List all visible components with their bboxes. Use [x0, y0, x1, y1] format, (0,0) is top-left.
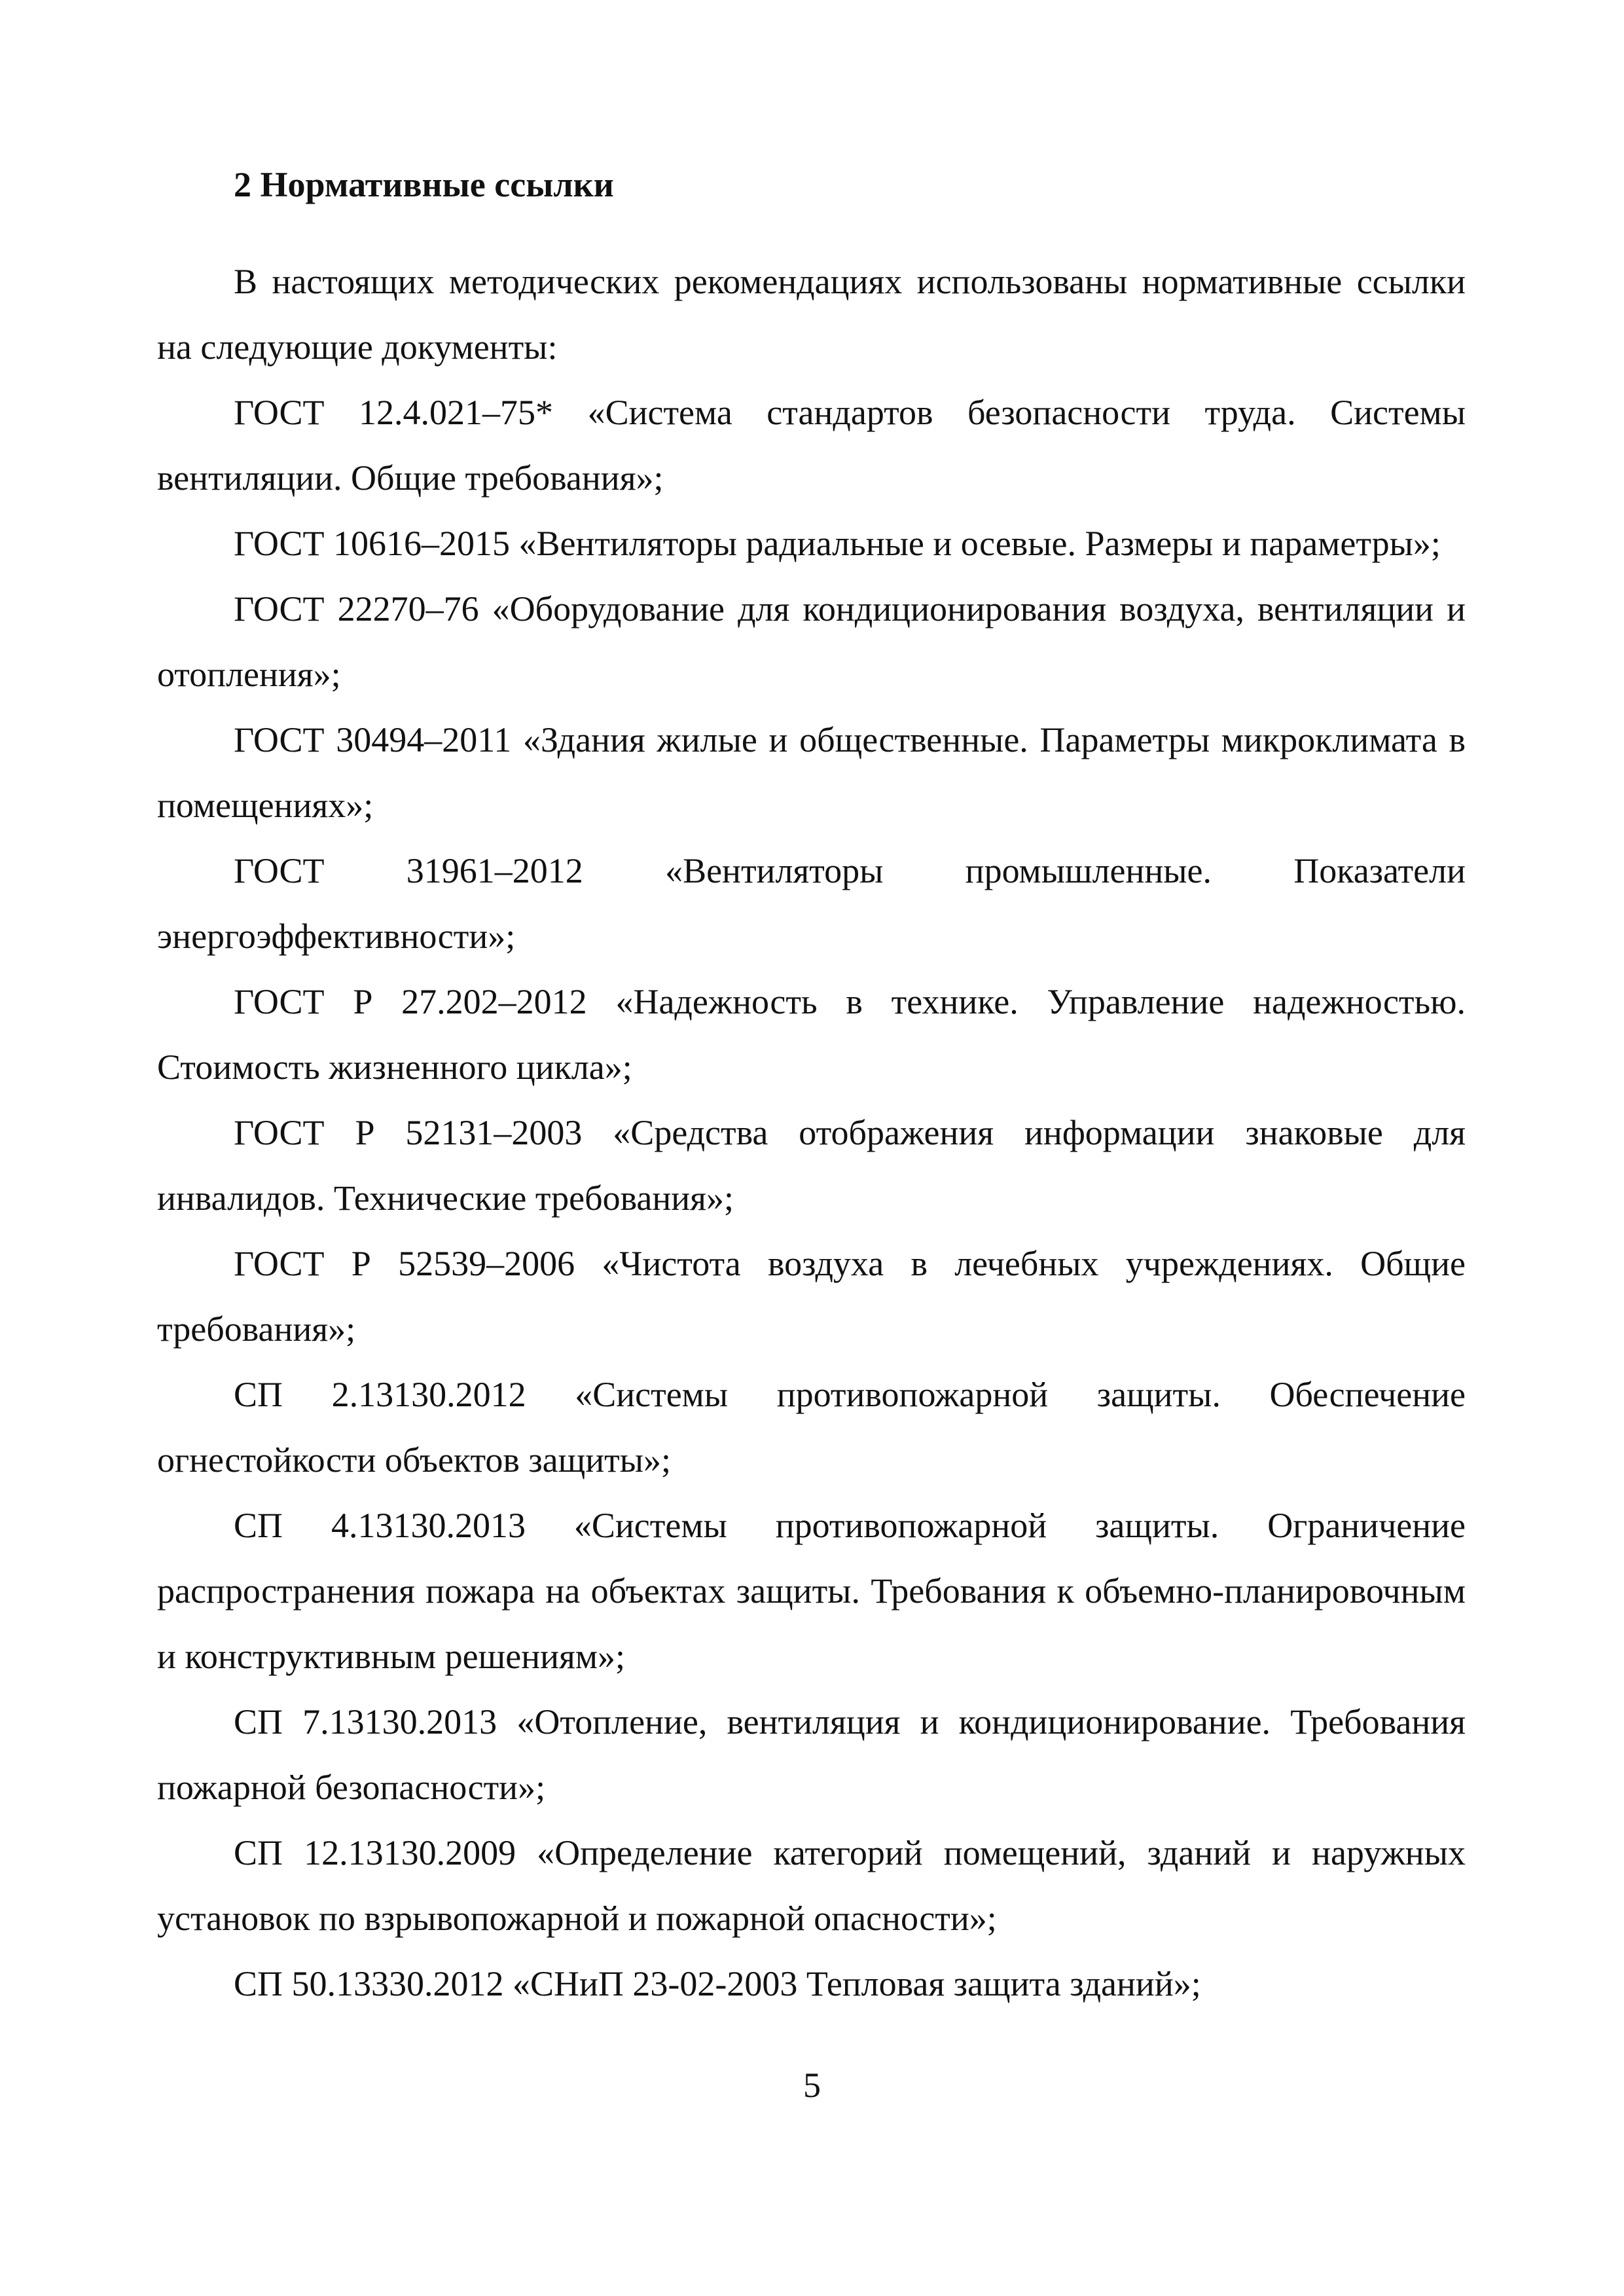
reference-item: ГОСТ 10616–2015 «Вентиляторы радиальные и осевые. Размеры и параметры»; — [234, 524, 1441, 563]
page-number: 5 — [803, 2066, 821, 2105]
reference-item: СП 50.13330.2012 «СНиП 23-02-2003 Тепловая защита зданий»; — [234, 1964, 1201, 2003]
reference-item: СП 7.13130.2013 «Отопление, вентиляция и кондиционирование. Требования пожарной безопасности»; — [157, 1702, 1466, 1807]
section-heading: 2 Нормативные ссылки — [234, 165, 614, 204]
reference-item: ГОСТ Р 52131–2003 «Средства отображения информации знаковые для инвалидов. Технические требования»; — [157, 1113, 1466, 1218]
reference-item: ГОСТ Р 52539–2006 «Чистота воздуха в лечебных учреждениях. Общие требования»; — [157, 1244, 1466, 1349]
reference-item: ГОСТ 31961–2012 «Вентиляторы промышленные. Показатели энергоэффективности»; — [157, 851, 1466, 956]
reference-item: ГОСТ Р 27.202–2012 «Надежность в технике. Управление надежностью. Стоимость жизненного цикла»; — [157, 982, 1466, 1087]
reference-item: ГОСТ 30494–2011 «Здания жилые и общественные. Параметры микроклимата в помещениях»; — [157, 720, 1466, 825]
reference-item: ГОСТ 12.4.021–75* «Система стандартов безопасности труда. Системы вентиляции. Общие требования»; — [157, 393, 1466, 498]
reference-item: ГОСТ 22270–76 «Оборудование для кондиционирования воздуха, вентиляции и отопления»; — [157, 589, 1466, 694]
intro-paragraph: В настоящих методических рекомендациях использованы нормативные ссылки на следующие документы: — [157, 262, 1466, 367]
reference-item: СП 2.13130.2012 «Системы противопожарной защиты. Обеспечение огнестойкости объектов защиты»; — [157, 1375, 1466, 1480]
reference-item: СП 4.13130.2013 «Системы противопожарной защиты. Ограничение распространения пожара на объектах защиты. Требования к объемно-планировочным и конструктивным решениям»; — [157, 1506, 1466, 1676]
reference-item: СП 12.13130.2009 «Определение категорий помещений, зданий и наружных установок по взрывопожарной и пожарной опасности»; — [157, 1833, 1466, 1938]
page-content — [157, 152, 1466, 2016]
